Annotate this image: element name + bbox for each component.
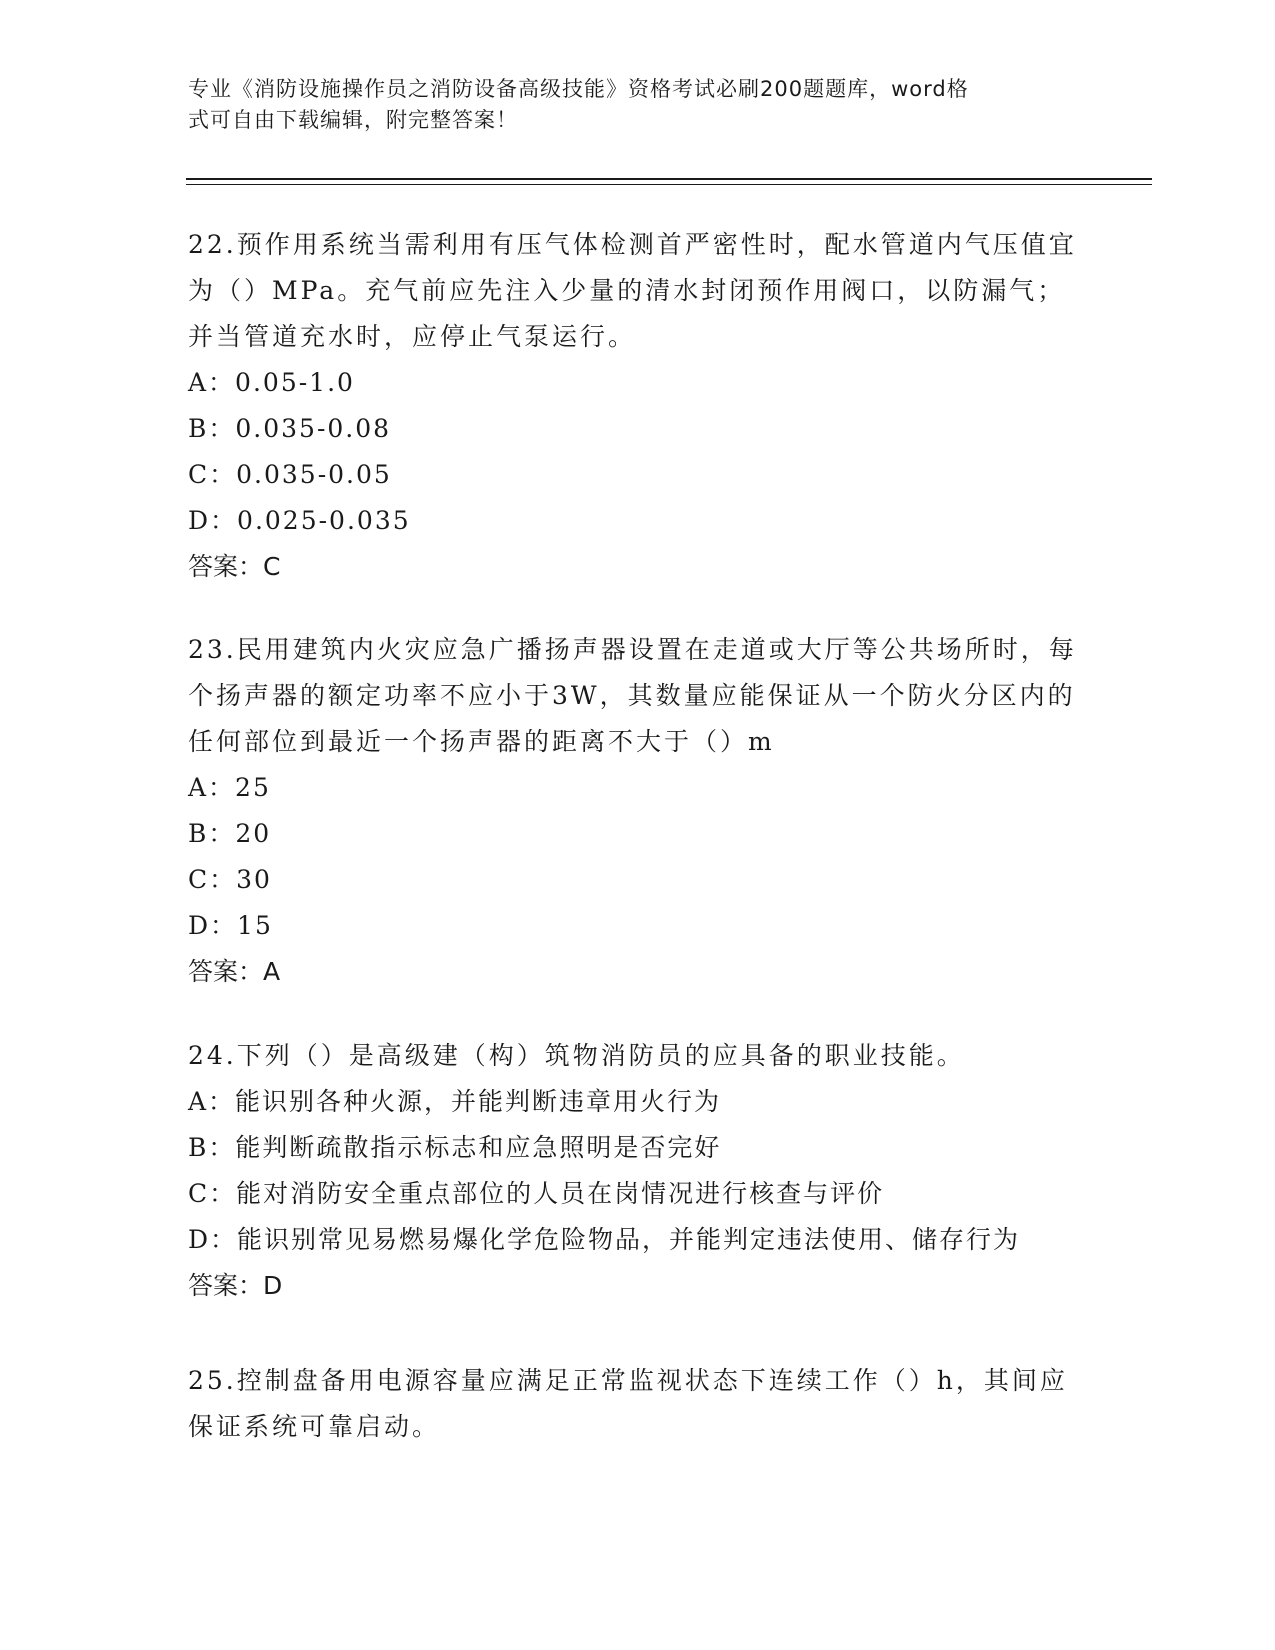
question-text: 25.控制盘备用电源容量应满足正常监视状态下连续工作（）h，其间应保证系统可靠启动。 [188, 1366, 1068, 1441]
option-d: D：0.025-0.035 [188, 506, 411, 535]
question-25 [188, 1358, 1088, 1450]
header-divider-thin [186, 184, 1152, 185]
option-c: C：30 [188, 865, 272, 894]
question-text: 23.民用建筑内火灾应急广播扬声器设置在走道或大厅等公共场所时，每个扬声器的额定功率不应小于3W，其数量应能保证从一个防火分区内的任何部位到最近一个扬声器的距离不大于（）m [188, 635, 1077, 756]
option-d: D：15 [188, 911, 273, 940]
option-b: B：20 [188, 819, 272, 848]
question-22 [188, 222, 1088, 590]
option-b: B：0.035-0.08 [188, 414, 392, 443]
option-d: D：能识别常见易燃易爆化学危险物品，并能判定违法使用、储存行为 [188, 1225, 1021, 1254]
question-text: 22.预作用系统当需利用有压气体检测首严密性时，配水管道内气压值宜为（）MPa。充气前应先注入少量的清水封闭预作用阀口，以防漏气；并当管道充水时，应停止气泵运行。 [188, 230, 1077, 351]
option-b: B：能判断疏散指示标志和应急照明是否完好 [188, 1133, 722, 1162]
question-23 [188, 627, 1088, 995]
answer: 答案：C [188, 552, 281, 581]
option-a: A：0.05-1.0 [188, 368, 355, 397]
header-divider [186, 178, 1152, 180]
option-c: C：0.035-0.05 [188, 460, 392, 489]
option-a: A：能识别各种火源，并能判断违章用火行为 [188, 1087, 722, 1116]
answer: 答案：D [188, 1271, 283, 1300]
document-header: 专业《消防设施操作员之消防设备高级技能》资格考试必刷200题题库，word格 式可自由下载编辑，附完整答案！ [188, 77, 969, 132]
question-24 [188, 1033, 1088, 1309]
answer: 答案：A [188, 957, 281, 986]
option-a: A：25 [188, 773, 271, 802]
option-c: C：能对消防安全重点部位的人员在岗情况进行核查与评价 [188, 1179, 885, 1208]
question-text: 24.下列（）是高级建（构）筑物消防员的应具备的职业技能。 [188, 1041, 965, 1070]
